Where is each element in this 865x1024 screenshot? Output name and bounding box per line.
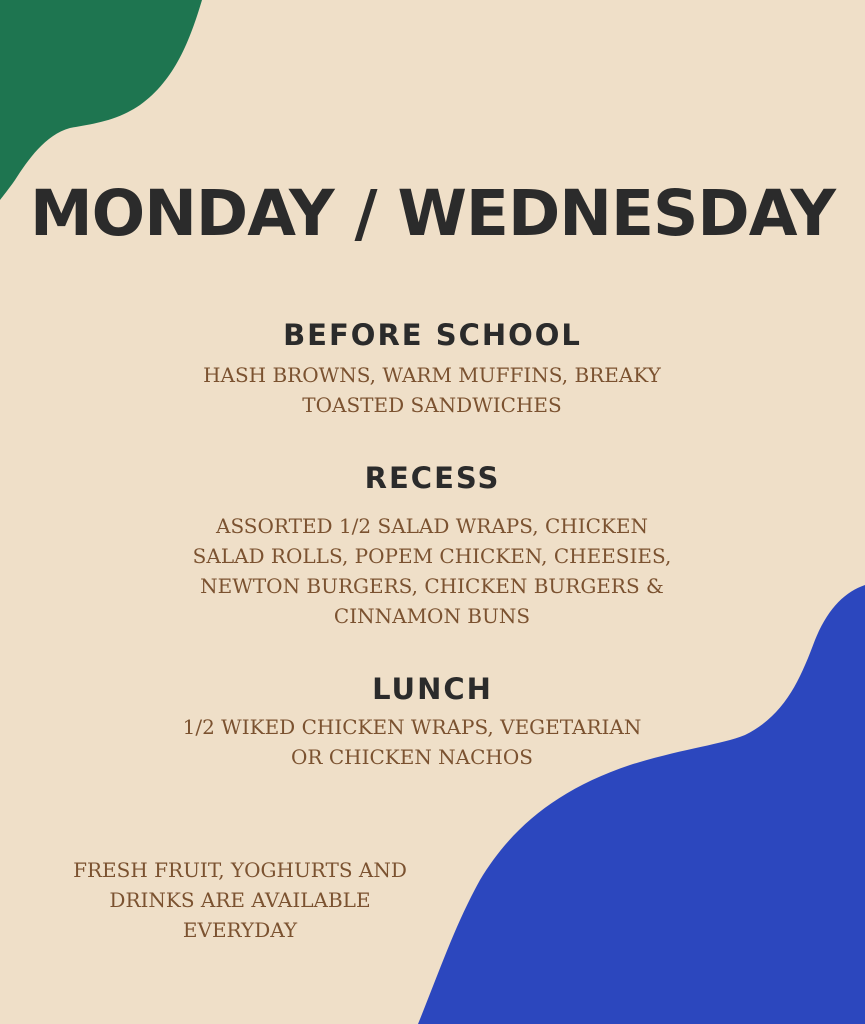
menu-line: HASH BROWNS, WARM MUFFINS, BREAKY [203,363,661,387]
footer-line: FRESH FRUIT, YOGHURTS AND [73,858,407,882]
menu-line: OR CHICKEN NACHOS [291,745,533,769]
section-items-before-school [182,360,682,420]
section-heading-lunch: LUNCH [372,672,493,706]
menu-line: NEWTON BURGERS, CHICKEN BURGERS & [200,574,664,598]
menu-line: SALAD ROLLS, POPEM CHICKEN, CHEESIES, [192,544,672,568]
menu-line: ASSORTED 1/2 SALAD WRAPS, CHICKEN [216,514,648,538]
menu-line: CINNAMON BUNS [333,604,531,628]
menu-line: 1/2 WIKED CHICKEN WRAPS, VEGETARIAN [182,715,642,739]
footer-note [40,855,440,945]
green-blob [0,0,202,200]
section-items-recess [182,511,682,631]
menu-line: TOASTED SANDWICHES [302,393,562,417]
footer-line: EVERYDAY [182,918,298,942]
footer-line: DRINKS ARE AVAILABLE [109,888,371,912]
section-heading-recess: RECESS [364,461,501,495]
section-items-lunch [162,712,662,772]
section-heading-before-school: BEFORE SCHOOL [283,318,582,352]
page-title: MONDAY / WEDNESDAY [29,177,836,250]
blue-blob [418,585,865,1024]
